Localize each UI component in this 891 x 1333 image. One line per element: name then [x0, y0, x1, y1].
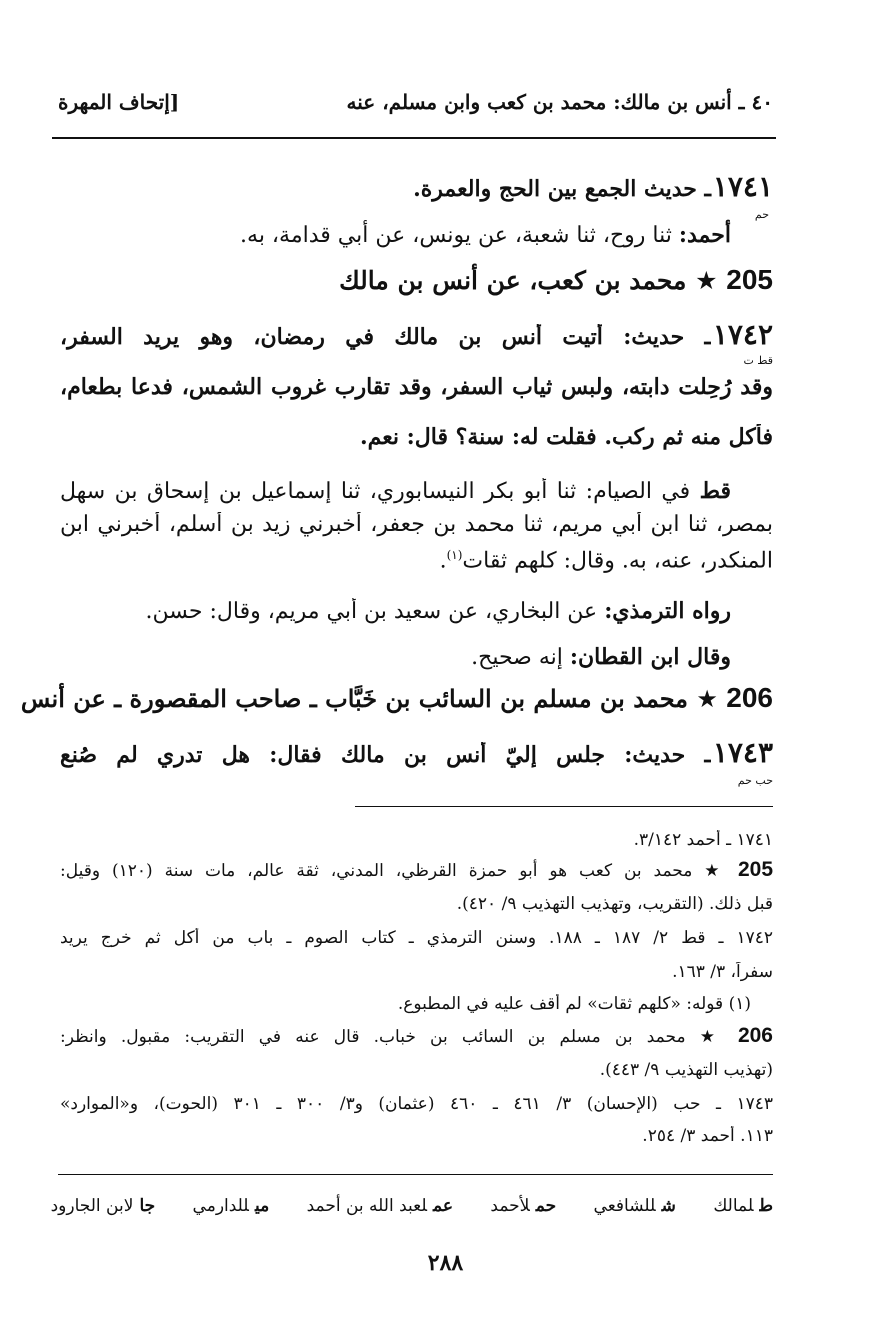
tirmidhi-label: رواه الترمذي: — [604, 598, 731, 624]
tirmidhi-text: عن البخاري، عن سعيد بن أبي مريم، وقال: حسن. — [145, 599, 598, 624]
star-icon: ★ — [699, 1027, 724, 1047]
star-icon: ★ — [696, 685, 718, 713]
qattan-text: إنه صحيح. — [471, 645, 563, 670]
footnote-1741: ١٧٤١ ـ أحمد ٣/١٤٢. — [633, 830, 773, 850]
qt-chain-line3 — [60, 548, 773, 573]
footnote-206-line1 — [60, 1024, 773, 1048]
running-title: ٤٠ ـ أنس بن مالك: محمد بن كعب وابن مسلم، عنه — [346, 90, 773, 114]
legend-separator — [58, 1174, 773, 1175]
qt-text: في الصيام: ثنا أبو بكر النيسابوري، ثنا إسماعيل بن إسحاق بن سهل — [60, 479, 691, 504]
chain-text: ثنا روح، ثنا شعبة، عن يونس، عن أبي قدامة، به. — [240, 223, 672, 248]
footnote-205-line2: قبل ذلك. (التقريب، وتهذيب التهذيب ٩/ ٤٢٠). — [456, 894, 773, 914]
hadith-marker-1741: حم — [754, 208, 769, 221]
star-icon: ★ — [704, 861, 727, 881]
hadith-text-1742-line2: وقد رُحِلت دابته، ولبس ثياب السفر، وقد تقارب غروب الشمس، فدعا بطعام، — [60, 374, 773, 400]
hadith-number-1742: ١٧٤٢ — [712, 318, 773, 351]
legend-item: شللشافعي — [593, 1196, 676, 1216]
footnote-narrator-number: 206 — [737, 1024, 773, 1047]
footnote-205-line1 — [60, 858, 773, 882]
footnote-note-1: (١) قوله: «كلهم ثقات» لم أقف عليه في المطبوع. — [397, 994, 751, 1014]
legend-item: جالابن الجارود — [50, 1196, 156, 1216]
chain-label: أحمد: — [678, 222, 731, 248]
narrator-number: 205 — [726, 264, 773, 295]
footnote-1742-line1: ١٧٤٢ ـ قط ٢/ ١٨٧ ـ ١٨٨. وسنن الترمذي ـ كتاب الصوم ـ باب من أكل ثم خرج يريد — [60, 928, 773, 948]
tirmidhi-line — [60, 598, 731, 624]
hadith-marker-1742: قط ت — [743, 354, 773, 367]
legend-item: حملأحمد — [490, 1196, 557, 1216]
qt-chain-line2: بمصر، ثنا ابن أبي مريم، ثنا محمد بن جعفر، أخبرني زيد بن أسلم، أخبرني ابن — [60, 512, 773, 537]
hadith-title-1741: ـ حديث الجمع بين الحج والعمرة. — [413, 176, 711, 202]
hadith-text-1742-line3: فأكل منه ثم ركب. فقلت له: سنة؟ قال: نعم. — [359, 424, 773, 450]
qt-chain-line1 — [60, 478, 731, 504]
narrator-heading-205 — [339, 264, 773, 296]
footnote-206-line2: (تهذيب التهذيب ٩/ ٤٤٣). — [599, 1060, 773, 1080]
footnote-separator — [355, 806, 773, 807]
legend-item: ميللدارمي — [192, 1196, 270, 1216]
hadith-chain-1741 — [240, 222, 731, 248]
narrator-number: 206 — [726, 682, 773, 713]
star-icon: ★ — [695, 266, 718, 295]
book-title: [إتحاف المهرة — [58, 90, 180, 114]
footnote-ref: (١) — [446, 548, 463, 562]
hadith-number-1743: ١٧٤٣ — [712, 736, 773, 769]
footnote-205-text: محمد بن كعب هو أبو حمزة القرظي، المدني، ثقة عالم، مات سنة (١٢٠) وقيل: — [60, 861, 693, 881]
legend-item: عملعبد الله بن أحمد — [306, 1196, 453, 1216]
qt-text-end: المنكدر، عنه، به. وقال: كلهم ثقات — [462, 548, 773, 574]
narrator-heading-206 — [21, 682, 773, 714]
footnote-narrator-number: 205 — [737, 858, 773, 881]
qt-label: قط — [699, 478, 731, 504]
hadith-number-1741: ١٧٤١ — [712, 170, 773, 203]
footnote-1743-line2: ١١٣. أحمد ٣/ ٢٥٤. — [642, 1126, 773, 1146]
hadith-marker-1743: حب حم — [737, 774, 773, 787]
qattan-label: وقال ابن القطان: — [569, 644, 731, 670]
hadith-text-1743: ـ حديث: جلس إليّ أنس بن مالك فقال: هل تدري لم صُنع — [60, 742, 711, 768]
qt-period: . — [439, 548, 447, 574]
header-rule — [52, 137, 776, 139]
footnote-206-text: محمد بن مسلم بن السائب بن خباب. قال عنه في التقريب: مقبول. وانظر: — [60, 1027, 686, 1047]
qattan-line — [60, 644, 731, 670]
narrator-name: محمد بن كعب، عن أنس بن مالك — [339, 266, 687, 295]
abbreviation-legend — [19, 1196, 773, 1216]
narrator-name: محمد بن مسلم بن السائب بن خَبَّاب ـ صاحب المقصورة ـ عن أنس — [20, 684, 689, 713]
page-number: ٢٨٨ — [427, 1250, 464, 1276]
hadith-text-1742-line1: ـ حديث: أتيت أنس بن مالك في رمضان، وهو يريد السفر، — [60, 324, 711, 350]
legend-item: طلمالك — [713, 1196, 773, 1216]
footnote-1742-line2: سفراً، ٣/ ١٦٣. — [672, 962, 773, 982]
footnote-1743-line1: ١٧٤٣ ـ حب (الإحسان) ٣/ ٤٦١ ـ ٤٦٠ (عثمان) و٣/ ٣٠٠ ـ ٣٠١ (الحوت)، و«الموارد» — [60, 1094, 773, 1114]
